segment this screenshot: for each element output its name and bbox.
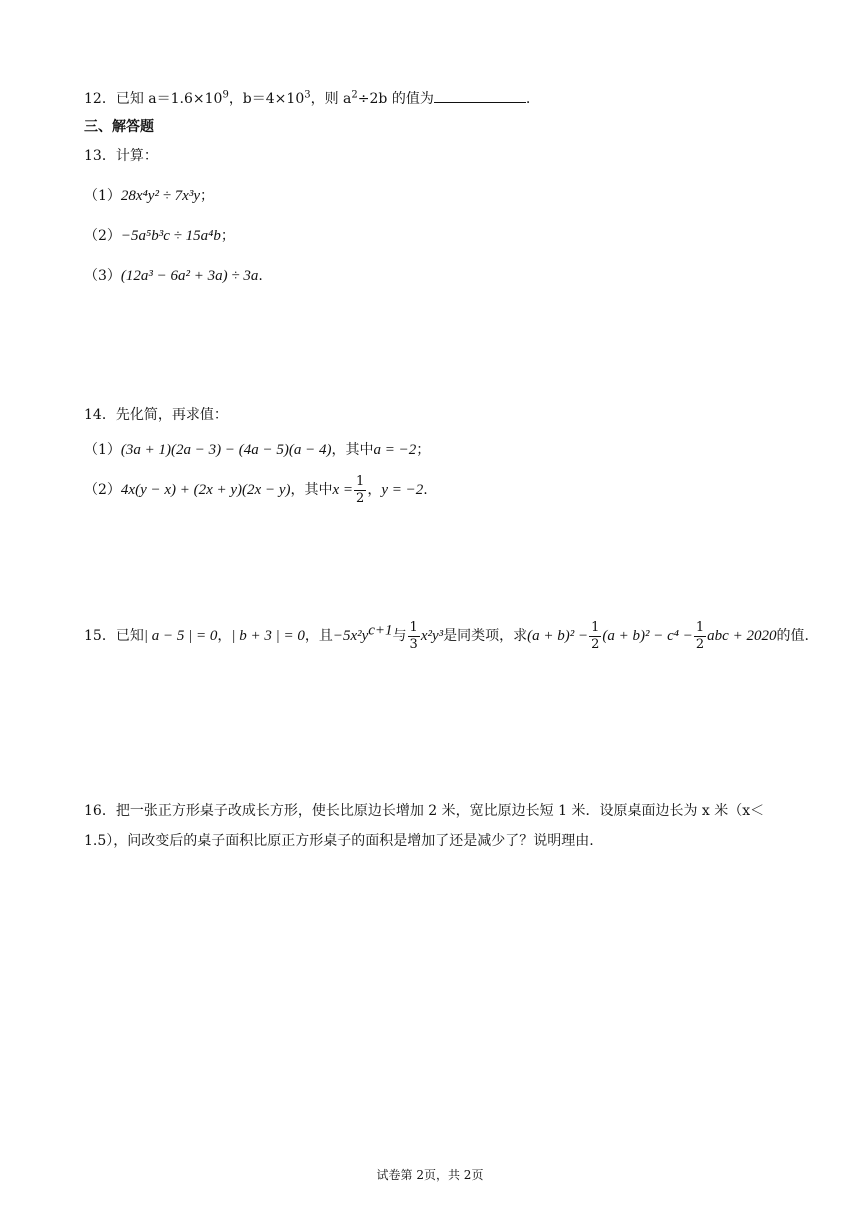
q14-item-2	[84, 472, 428, 508]
q12-exp2: 3	[304, 89, 311, 101]
item-label: （1）	[84, 188, 121, 204]
fraction-denominator: 2	[695, 636, 705, 652]
question-15	[84, 618, 809, 654]
term-2: x²y³	[420, 628, 444, 644]
math-expression: (12a³ − 6a² + 3a) ÷ 3a	[120, 268, 259, 284]
q15-text: ，且	[304, 628, 333, 644]
question-12	[84, 88, 530, 109]
fraction	[354, 474, 366, 507]
question-14	[84, 405, 228, 425]
item-end: ；	[200, 188, 214, 204]
math-expression: −5a⁵b³c ÷ 15a⁴b	[120, 228, 221, 244]
q15-text: 是同类项，求	[443, 628, 528, 644]
answer-blank[interactable]	[434, 88, 526, 103]
question-text: 把一张正方形桌子改成长方形，使长比原边长增加 2 米，宽比原边长短 1 米．设原桌面边长为 x 米（x＜1.5），问改变后的桌子面积比原正方形桌子的面积是增加了还是减少了？说明理由.	[84, 803, 765, 849]
question-number: 13．	[84, 148, 116, 164]
term-1-exponent: c+1	[368, 622, 393, 639]
fraction-denominator: 2	[356, 490, 365, 506]
q12-exp1: 9	[222, 89, 229, 101]
math-expression: (3a + 1)(2a − 3) − (4a − 5)(a − 4)	[120, 442, 332, 458]
item-end: .	[423, 482, 428, 498]
section-title: 三、解答题	[84, 119, 154, 135]
question-title: 先化简，再求值：	[115, 407, 228, 423]
item-label: （2）	[84, 228, 121, 244]
fraction-numerator: 1	[409, 619, 418, 635]
fraction	[589, 620, 601, 653]
q13-item-1	[84, 186, 214, 206]
question-number: 16．	[84, 803, 116, 819]
page-footer: 试卷第 2页，共 2页	[376, 1168, 484, 1182]
fraction	[408, 620, 420, 653]
item-label: （3）	[84, 268, 121, 284]
q15-text: 与	[392, 628, 407, 644]
fraction-denominator: 2	[591, 636, 600, 652]
item-end: ；	[220, 228, 235, 244]
question-title: 计算：	[115, 148, 158, 164]
condition-y: y = −2	[381, 482, 424, 498]
condition-separator: ，	[367, 482, 382, 498]
q15-text: 已知	[115, 628, 144, 644]
condition-prefix: ，其中	[331, 442, 374, 458]
q12-end: .	[525, 91, 531, 107]
abs-expression-1: | a − 5 | = 0	[143, 628, 218, 644]
q13-item-2	[84, 226, 235, 246]
abs-expression-2: | b + 3 | = 0	[231, 628, 305, 644]
q12-text-after: ÷2b 的值为	[357, 91, 434, 107]
fraction-numerator: 1	[695, 619, 705, 635]
condition-prefix: ，其中	[290, 482, 333, 498]
q12-text-mid: ，b＝4×10	[228, 91, 305, 107]
item-end: .	[258, 268, 263, 284]
q13-item-3	[84, 266, 263, 286]
term-1: −5x²y	[332, 628, 369, 644]
item-label: （1）	[84, 442, 121, 458]
question-13	[84, 146, 158, 166]
question-number: 14．	[84, 407, 116, 423]
math-expression: 28x⁴y² ÷ 7x³y	[120, 188, 200, 204]
q15-sep: ，	[217, 628, 232, 644]
fraction-numerator: 1	[356, 473, 365, 489]
math-expression: 4x(y − x) + (2x + y)(2x − y)	[120, 482, 291, 498]
q12-text-before: 已知 a＝1.6×10	[115, 91, 223, 107]
item-end: ；	[416, 442, 431, 458]
fraction-denominator: 3	[409, 636, 418, 652]
item-label: （2）	[84, 482, 121, 498]
expression-part-1: (a + b)² −	[527, 628, 589, 644]
q15-text: 的值.	[776, 628, 809, 644]
fraction-numerator: 1	[591, 619, 600, 635]
expression-part-3: abc + 2020	[707, 628, 777, 644]
question-number: 12．	[84, 91, 116, 107]
question-number: 15．	[84, 628, 116, 644]
expression-part-2: (a + b)² − c⁴ −	[602, 628, 693, 644]
fraction	[694, 620, 706, 653]
condition-x: x =	[332, 482, 354, 498]
question-16	[84, 796, 774, 856]
q12-text-mid2: ，则 a	[310, 91, 352, 107]
q12-exp3: 2	[351, 89, 358, 101]
q14-item-1	[84, 440, 430, 460]
condition: a = −2	[373, 442, 417, 458]
